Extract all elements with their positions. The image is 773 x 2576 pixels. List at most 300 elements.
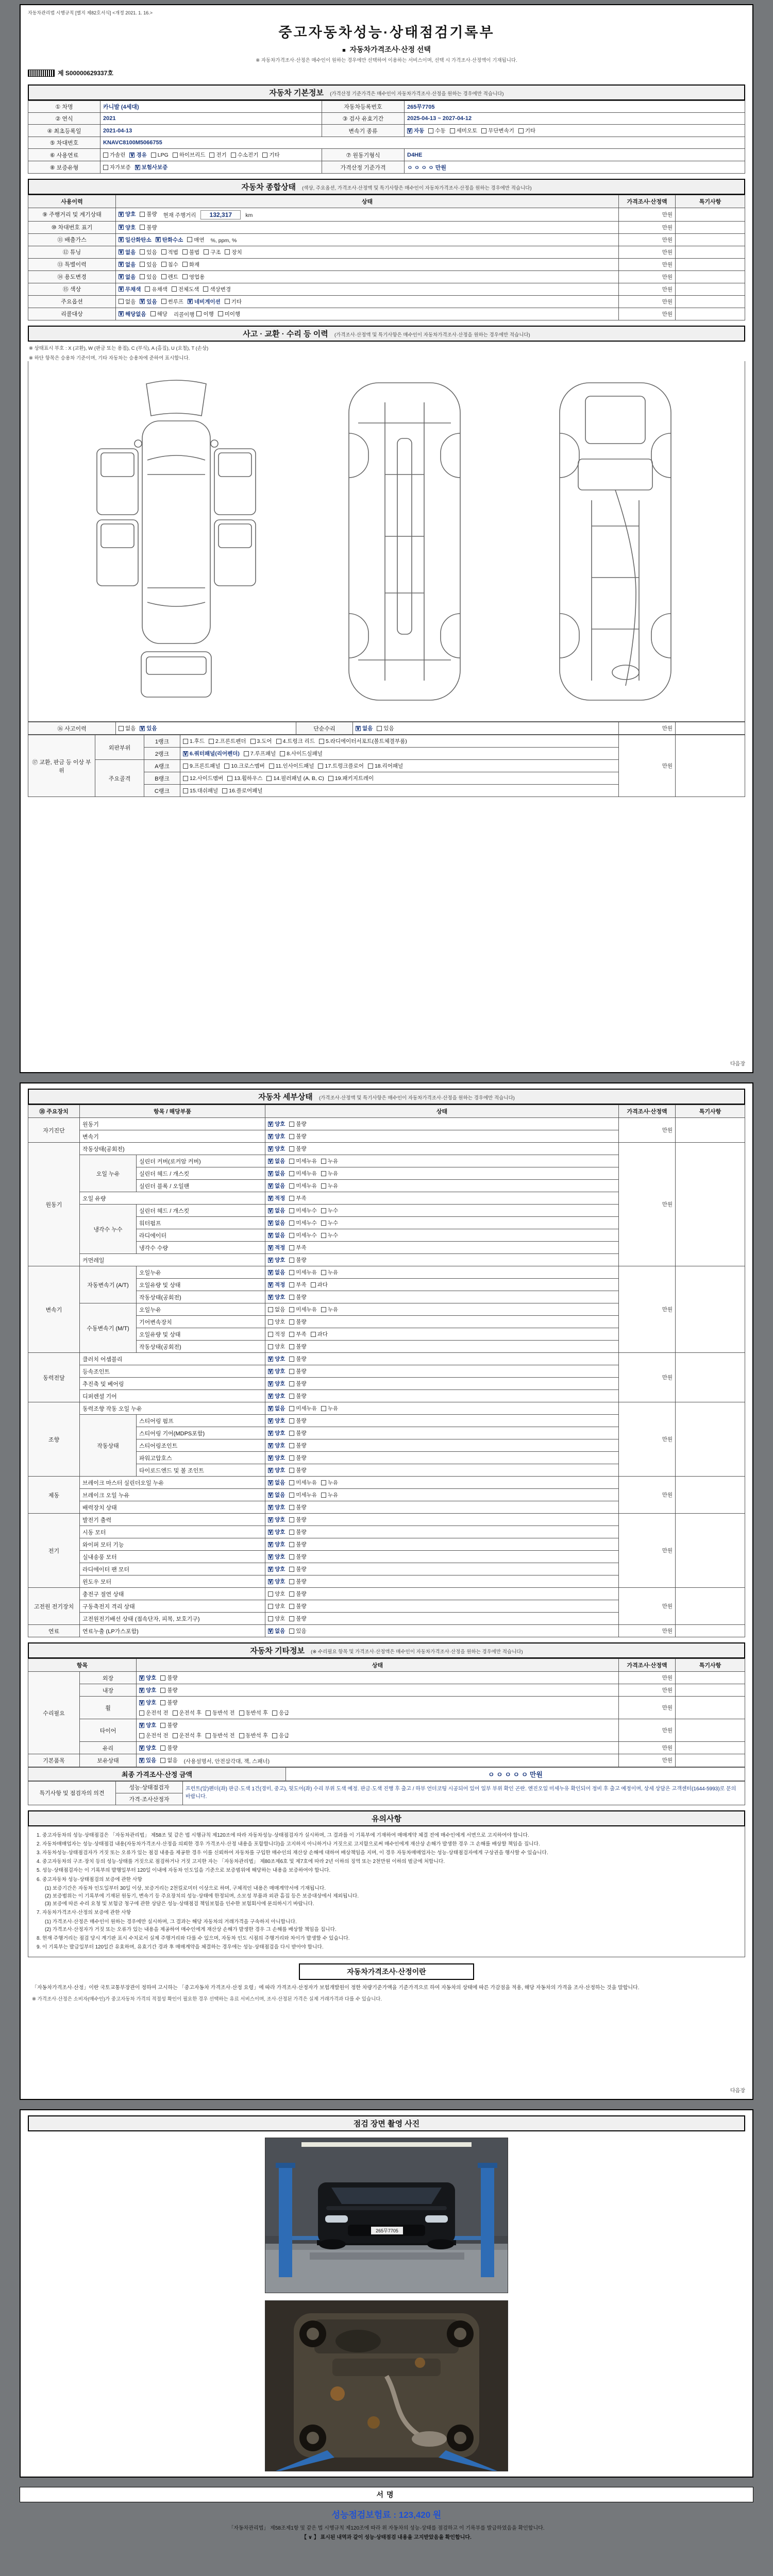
- checkbox-unchecked[interactable]: [140, 224, 157, 231]
- state-text: 리콜이행: [173, 312, 195, 318]
- checkbox-unchecked[interactable]: [311, 1281, 328, 1289]
- checkbox-unchecked[interactable]: [289, 1392, 306, 1400]
- panel-rank-row: [28, 735, 745, 748]
- checkbox-label: 불량: [296, 1529, 307, 1535]
- checkbox-unchecked[interactable]: [206, 1709, 235, 1717]
- state-cell: [265, 1563, 619, 1575]
- checkbox-unchecked[interactable]: [289, 1466, 306, 1474]
- checkbox-unchecked[interactable]: [289, 1231, 317, 1239]
- checkbox-unchecked[interactable]: [428, 127, 445, 134]
- checkbox-unchecked[interactable]: [225, 298, 242, 306]
- checkbox-checked[interactable]: [268, 1429, 285, 1437]
- reg-number-label: 자동차등록번호: [322, 101, 405, 113]
- checkbox-label: 미세누유: [296, 1480, 317, 1486]
- checkbox-checked[interactable]: [268, 1627, 285, 1635]
- item-label: 원동기: [80, 1118, 265, 1130]
- checkbox-box: [269, 764, 274, 769]
- checkbox-unchecked[interactable]: [160, 1686, 177, 1694]
- checkbox-unchecked[interactable]: [225, 248, 242, 256]
- checkbox-unchecked[interactable]: [160, 1699, 177, 1706]
- checkbox-unchecked[interactable]: [289, 1404, 317, 1412]
- checkbox-unchecked[interactable]: [289, 1602, 306, 1610]
- checkbox-checked[interactable]: [119, 285, 141, 293]
- checkbox-unchecked[interactable]: [160, 1674, 177, 1682]
- item-label: 외장: [80, 1672, 137, 1684]
- checkbox-checked[interactable]: [268, 1367, 285, 1375]
- checkbox-label: 양호: [275, 1418, 285, 1424]
- checkbox-unchecked[interactable]: [481, 127, 514, 134]
- checkbox-unchecked[interactable]: [182, 248, 199, 256]
- checkbox-unchecked[interactable]: [140, 261, 157, 268]
- item-label: 실린더 헤드 / 개스킷: [137, 1167, 265, 1180]
- checkbox-checked[interactable]: [407, 127, 424, 134]
- checkbox-unchecked[interactable]: [319, 737, 407, 745]
- checkbox-unchecked[interactable]: [321, 1479, 338, 1486]
- checkbox-label: 양호: [146, 1745, 157, 1751]
- checkbox-unchecked[interactable]: [321, 1207, 338, 1214]
- checkbox-unchecked[interactable]: [150, 310, 167, 318]
- checkbox-unchecked[interactable]: [161, 273, 178, 281]
- item-label: 연료누출 (LP가스포함): [80, 1625, 265, 1637]
- checkbox-box: [172, 286, 177, 292]
- checkbox-box: [182, 249, 188, 255]
- checkbox-unchecked[interactable]: [289, 1219, 317, 1227]
- checkbox-unchecked[interactable]: [161, 248, 178, 256]
- checkbox-label: 없음: [275, 1158, 285, 1164]
- checkbox-unchecked[interactable]: [280, 750, 323, 757]
- checkbox-unchecked[interactable]: [321, 1157, 338, 1165]
- checkbox-unchecked[interactable]: [289, 1367, 306, 1375]
- checkbox-checked[interactable]: [268, 1170, 285, 1177]
- checkbox-unchecked[interactable]: [368, 762, 403, 770]
- checkbox-unchecked[interactable]: [268, 1615, 285, 1622]
- checkbox-unchecked[interactable]: [204, 248, 221, 256]
- checkbox-unchecked[interactable]: [321, 1404, 338, 1412]
- checkbox-checked[interactable]: [268, 1454, 285, 1462]
- checkbox-unchecked[interactable]: [172, 285, 199, 293]
- table-header-row: [28, 1659, 745, 1672]
- checkbox-box: [289, 1183, 294, 1189]
- checkbox-checked[interactable]: [268, 1503, 285, 1511]
- checkbox-unchecked[interactable]: [119, 724, 136, 732]
- checkbox-unchecked[interactable]: [203, 285, 231, 293]
- checkbox-unchecked[interactable]: [289, 1516, 306, 1523]
- checkbox-unchecked[interactable]: [103, 151, 125, 159]
- checkbox-unchecked[interactable]: [139, 1732, 169, 1739]
- checkbox-checked[interactable]: [268, 1392, 285, 1400]
- checkbox-checked[interactable]: [268, 1565, 285, 1573]
- checkbox-unchecked[interactable]: [160, 1744, 177, 1752]
- notice-subitem: (2) 보증범위는 이 기록부에 기재된 원동기, 변속기 등 주요장치의 성능·상태에 한정되며, 소모성 부품과 외관 흠집 등은 보증대상에서 제외됩니다.: [45, 1893, 359, 1899]
- checkbox-checked[interactable]: [268, 1268, 285, 1276]
- checkbox-label: 양호: [275, 1257, 285, 1263]
- checkbox-unchecked[interactable]: [222, 787, 262, 794]
- checkbox-unchecked[interactable]: [268, 1306, 285, 1313]
- checkbox-box: [321, 1493, 326, 1498]
- section-etc-title: 자동차 기타정보: [250, 1647, 305, 1655]
- checkbox-unchecked[interactable]: [289, 1540, 306, 1548]
- checkbox-unchecked[interactable]: [140, 273, 157, 281]
- checkbox-checked[interactable]: [139, 1674, 156, 1682]
- checkbox-unchecked[interactable]: [311, 1330, 328, 1338]
- checkbox-box: [173, 1733, 178, 1738]
- price-cell: 만원: [619, 1477, 676, 1514]
- checkbox-unchecked[interactable]: [268, 1343, 285, 1350]
- checkbox-checked[interactable]: [268, 1293, 285, 1301]
- final-price-row: [28, 1767, 745, 1781]
- checkbox-unchecked[interactable]: [321, 1170, 338, 1177]
- checkbox-unchecked[interactable]: [206, 1732, 235, 1739]
- etc-row: [28, 1684, 745, 1697]
- checkbox-checked[interactable]: [268, 1145, 285, 1153]
- checkbox-label: 불량: [296, 1566, 307, 1572]
- checkbox-checked[interactable]: [268, 1281, 285, 1289]
- checkbox-unchecked[interactable]: [289, 1318, 306, 1326]
- checkbox-box: [140, 212, 145, 217]
- checkbox-unchecked[interactable]: [289, 1281, 306, 1289]
- price-select-title[interactable]: 자동차가격조사·산정 선택: [349, 45, 431, 54]
- checkbox-checked[interactable]: [119, 273, 136, 281]
- checkbox-checked[interactable]: [119, 310, 146, 318]
- checkbox-unchecked[interactable]: [272, 1732, 289, 1739]
- checkbox-label: 있음: [383, 725, 394, 732]
- checkbox-unchecked[interactable]: [272, 1709, 289, 1717]
- notice-item: 1. 중고자동차의 성능·상태점검은 「자동차관리법」 제58조 및 같은 법 시행규칙 제120조에 따라 자동차성능·상태점검자가 실시하며, 그 결과를 이 기록부에 기재하여 매매계약 체결 전에 매수인에게 서면으로 고지하여야 합니다.: [37, 1832, 529, 1838]
- device-label: 자기진단: [28, 1118, 80, 1143]
- next-page-note[interactable]: 다음장: [730, 2088, 745, 2094]
- checkbox-checked[interactable]: [268, 1466, 285, 1474]
- checkbox-box: [139, 1675, 144, 1681]
- checkbox-label: 불량: [296, 1467, 307, 1473]
- page-3: [20, 2109, 753, 2478]
- engine-type-value: D4HE: [405, 149, 745, 161]
- checkbox-unchecked[interactable]: [289, 1565, 306, 1573]
- checkbox-box: [289, 1208, 294, 1213]
- state-cell: [116, 308, 619, 320]
- checkbox-unchecked[interactable]: [268, 1590, 285, 1598]
- item-label: 고전원전기배선 상태 (접속단자, 피복, 보호기구): [80, 1613, 265, 1625]
- checkbox-checked[interactable]: [268, 1516, 285, 1523]
- checkbox-unchecked[interactable]: [145, 285, 167, 293]
- checkbox-checked[interactable]: [268, 1194, 285, 1202]
- checkbox-label: 응급: [279, 1733, 290, 1739]
- checkbox-label: 이행: [203, 311, 214, 317]
- next-page-note[interactable]: 다음장: [730, 1061, 745, 1067]
- checkbox-unchecked[interactable]: [321, 1268, 338, 1276]
- checkbox-unchecked[interactable]: [450, 127, 478, 134]
- checkbox-label: 1.후드: [190, 738, 205, 744]
- checkbox-unchecked[interactable]: [321, 1491, 338, 1499]
- checkbox-unchecked[interactable]: [182, 273, 205, 281]
- checkbox-checked[interactable]: [268, 1479, 285, 1486]
- checkbox-box: [103, 165, 108, 170]
- checkbox-unchecked[interactable]: [276, 737, 315, 745]
- checkbox-unchecked[interactable]: [289, 1615, 306, 1622]
- price-cell: 만원: [619, 308, 676, 320]
- checkbox-unchecked[interactable]: [289, 1256, 306, 1264]
- price-cell: 만원: [619, 735, 676, 797]
- checkbox-unchecked[interactable]: [183, 774, 223, 782]
- checkbox-unchecked[interactable]: [289, 1194, 306, 1202]
- checkbox-checked[interactable]: [119, 224, 136, 231]
- checkbox-unchecked[interactable]: [318, 762, 363, 770]
- checkbox-unchecked[interactable]: [289, 1442, 306, 1449]
- checkbox-unchecked[interactable]: [139, 1709, 169, 1717]
- checkbox-unchecked[interactable]: [266, 774, 324, 782]
- state-cell: [265, 1143, 619, 1155]
- checkbox-unchecked[interactable]: [268, 1318, 285, 1326]
- checkbox-unchecked[interactable]: [209, 737, 246, 745]
- checkbox-checked[interactable]: [188, 298, 221, 306]
- checkbox-checked[interactable]: [268, 1120, 285, 1128]
- checkbox-unchecked[interactable]: [239, 1709, 268, 1717]
- state-cell: [265, 1452, 619, 1464]
- notice-item: 7. 자동차가격조사·산정의 보증에 관한 사항: [37, 1910, 131, 1916]
- checkbox-checked[interactable]: [119, 236, 152, 244]
- checkbox-checked[interactable]: [135, 163, 168, 171]
- note-cell: [676, 1625, 745, 1637]
- checkbox-label: 수소전기: [237, 152, 259, 158]
- checkbox-label: 불량: [296, 1554, 307, 1560]
- checkbox-unchecked[interactable]: [289, 1528, 306, 1536]
- checkbox-unchecked[interactable]: [268, 1330, 285, 1338]
- checkbox-label: 불량: [296, 1368, 307, 1375]
- price-cell: 만원: [619, 1588, 676, 1625]
- checkbox-label: 불량: [296, 1591, 307, 1597]
- checkbox-box: [289, 1270, 294, 1275]
- checkbox-unchecked[interactable]: [183, 787, 218, 794]
- etc-row: [28, 1697, 745, 1719]
- checkbox-checked[interactable]: [119, 248, 136, 256]
- checkbox-checked[interactable]: [356, 724, 373, 732]
- checkbox-checked[interactable]: [139, 1721, 156, 1729]
- checkbox-checked[interactable]: [139, 1756, 156, 1764]
- checkbox-unchecked[interactable]: [328, 774, 374, 782]
- checkbox-unchecked[interactable]: [321, 1231, 338, 1239]
- checkbox-unchecked[interactable]: [196, 310, 213, 318]
- checkbox-unchecked[interactable]: [289, 1627, 306, 1635]
- checkbox-unchecked[interactable]: [289, 1306, 317, 1313]
- checkbox-box: [272, 1710, 277, 1716]
- checkbox-unchecked[interactable]: [289, 1207, 317, 1214]
- checkbox-box: [321, 1480, 326, 1485]
- checkbox-unchecked[interactable]: [173, 151, 206, 159]
- checkbox-unchecked[interactable]: [289, 1132, 306, 1140]
- checkbox-unchecked[interactable]: [182, 261, 199, 268]
- checkbox-unchecked[interactable]: [183, 737, 205, 745]
- checkbox-box: [119, 237, 124, 242]
- checkbox-box: [196, 311, 201, 316]
- checkbox-checked[interactable]: [268, 1182, 285, 1190]
- detail-row: [28, 1402, 745, 1415]
- checkbox-unchecked[interactable]: [289, 1268, 317, 1276]
- checkbox-unchecked[interactable]: [269, 762, 314, 770]
- state-cell: [265, 1229, 619, 1242]
- checkbox-box: [139, 1723, 144, 1728]
- checkbox-box: [268, 1245, 273, 1250]
- checkbox-checked[interactable]: [268, 1207, 285, 1214]
- checkbox-unchecked[interactable]: [103, 163, 131, 171]
- checkbox-label: 미세누유: [296, 1158, 317, 1164]
- checkbox-box: [321, 1171, 326, 1176]
- checkbox-unchecked[interactable]: [231, 151, 259, 159]
- etc-row: [28, 1742, 745, 1754]
- checkbox-unchecked[interactable]: [187, 236, 204, 244]
- checkbox-unchecked[interactable]: [218, 310, 240, 318]
- checkbox-label: 동반석 전: [212, 1733, 235, 1739]
- checkbox-unchecked[interactable]: [224, 762, 264, 770]
- checkbox-unchecked[interactable]: [262, 151, 279, 159]
- state-cell: [265, 1353, 619, 1365]
- checkbox-label: 응급: [279, 1710, 290, 1716]
- checkbox-unchecked[interactable]: [289, 1244, 306, 1251]
- checkbox-unchecked[interactable]: [289, 1182, 317, 1190]
- checkbox-unchecked[interactable]: [268, 1602, 285, 1610]
- price-select-row: [28, 44, 745, 55]
- notice-item: 8. 현재 주행거리는 점검 당시 계기판 표시 수치로서 실제 주행거리와 다를 수 있으며, 자동차 인도 시점의 주행거리와 차이가 발생할 수 있습니다.: [37, 1935, 350, 1941]
- checkbox-unchecked[interactable]: [289, 1503, 306, 1511]
- checkbox-unchecked[interactable]: [321, 1182, 338, 1190]
- checkbox-unchecked[interactable]: [209, 151, 226, 159]
- checkbox-checked[interactable]: [268, 1132, 285, 1140]
- exchange-label: ⑰ 교환, 판금 등 이상 부위: [28, 735, 95, 797]
- checkbox-checked[interactable]: [268, 1380, 285, 1387]
- checkbox-unchecked[interactable]: [289, 1343, 306, 1350]
- appraiser-role-label: 가격·조사산정자: [116, 1793, 183, 1805]
- car-diagram-area: [28, 361, 745, 722]
- checkbox-unchecked[interactable]: [160, 1721, 177, 1729]
- notice-subitem: (2) 가격조사·산정자가 거짓 또는 오류가 있는 내용을 제공하여 매수인에게 재산상 손해가 발생한 경우 그 손해를 배상할 책임을 집니다.: [45, 1926, 337, 1933]
- checkbox-checked[interactable]: [268, 1256, 285, 1264]
- checkbox-checked[interactable]: [129, 151, 146, 159]
- checkbox-checked[interactable]: [119, 261, 136, 268]
- checkbox-unchecked[interactable]: [289, 1578, 306, 1585]
- checkbox-unchecked[interactable]: [140, 210, 157, 218]
- checkbox-unchecked[interactable]: [289, 1120, 306, 1128]
- checkbox-box: [321, 1159, 326, 1164]
- item-label: 배력장치 상태: [80, 1501, 265, 1514]
- checkbox-unchecked[interactable]: [244, 750, 276, 757]
- checkbox-unchecked[interactable]: [289, 1491, 317, 1499]
- checkbox-checked[interactable]: [268, 1540, 285, 1548]
- checkbox-box: [209, 152, 214, 158]
- checkbox-unchecked[interactable]: [377, 724, 394, 732]
- checkbox-unchecked[interactable]: [289, 1170, 317, 1177]
- checkbox-label: 없음: [275, 1171, 285, 1177]
- state-cell: [265, 1464, 619, 1477]
- state-cell: [116, 295, 619, 308]
- notices-body: [28, 1826, 745, 1958]
- checkbox-unchecked[interactable]: [289, 1590, 306, 1598]
- checkbox-unchecked[interactable]: [289, 1417, 306, 1425]
- checkbox-checked[interactable]: [268, 1491, 285, 1499]
- checkbox-box: [268, 1171, 273, 1176]
- checkbox-checked[interactable]: [119, 210, 136, 218]
- checkbox-unchecked[interactable]: [161, 261, 178, 268]
- note-cell: [676, 308, 745, 320]
- checkbox-unchecked[interactable]: [289, 1429, 306, 1437]
- checkbox-unchecked[interactable]: [289, 1479, 317, 1486]
- note-cell: [676, 1266, 745, 1353]
- checkbox-unchecked[interactable]: [321, 1306, 338, 1313]
- checkbox-checked[interactable]: [268, 1553, 285, 1561]
- checkbox-checked[interactable]: [268, 1417, 285, 1425]
- checkbox-unchecked[interactable]: [161, 298, 183, 306]
- checkbox-unchecked[interactable]: [227, 774, 262, 782]
- checkbox-checked[interactable]: [139, 1744, 156, 1752]
- checkbox-unchecked[interactable]: [289, 1454, 306, 1462]
- checkbox-unchecked[interactable]: [119, 298, 136, 306]
- detail-row: [28, 1118, 745, 1130]
- checkbox-unchecked[interactable]: [289, 1330, 306, 1338]
- checkbox-unchecked[interactable]: [173, 1709, 202, 1717]
- checkbox-unchecked[interactable]: [239, 1732, 268, 1739]
- item-label: 와이퍼 모터 기능: [80, 1538, 265, 1551]
- checkbox-checked[interactable]: [139, 1699, 156, 1706]
- item-label: 클러치 어셈블리: [80, 1353, 265, 1365]
- checkbox-checked[interactable]: [268, 1442, 285, 1449]
- checkbox-label: 미세누수: [296, 1220, 317, 1226]
- item-label: 오일누유: [137, 1303, 265, 1316]
- checkbox-box: [450, 128, 455, 133]
- checkbox-unchecked[interactable]: [183, 762, 220, 770]
- checkbox-box: [203, 286, 208, 292]
- checkbox-unchecked[interactable]: [289, 1380, 306, 1387]
- table-row: [28, 101, 745, 113]
- checkbox-label: 있음: [146, 1757, 157, 1764]
- checkbox-unchecked[interactable]: [289, 1293, 306, 1301]
- checkbox-unchecked[interactable]: [160, 1756, 177, 1764]
- checkbox-unchecked[interactable]: [289, 1145, 306, 1153]
- checkbox-checked[interactable]: [156, 236, 183, 244]
- checkbox-checked[interactable]: [139, 1686, 156, 1694]
- checkbox-unchecked[interactable]: [518, 127, 535, 134]
- car-diagram-underbody-rear-icon: [530, 371, 700, 711]
- checkbox-label: 없음: [275, 1269, 285, 1276]
- checkbox-checked[interactable]: [268, 1355, 285, 1363]
- checkbox-unchecked[interactable]: [173, 1732, 202, 1739]
- checkbox-unchecked[interactable]: [321, 1219, 338, 1227]
- checkbox-unchecked[interactable]: [151, 152, 169, 158]
- price-cell: 만원: [619, 1514, 676, 1588]
- checkbox-checked[interactable]: [183, 750, 240, 757]
- checkbox-checked[interactable]: [268, 1219, 285, 1227]
- checkbox-unchecked[interactable]: [289, 1355, 306, 1363]
- checkbox-checked[interactable]: [140, 298, 157, 306]
- checkbox-checked[interactable]: [268, 1578, 285, 1585]
- checkbox-checked[interactable]: [268, 1231, 285, 1239]
- checkbox-label: 하이브리드: [179, 152, 206, 158]
- checkbox-label: 양호: [275, 1368, 285, 1375]
- checkbox-box: [356, 726, 361, 731]
- checkbox-label: 적정: [275, 1282, 285, 1288]
- simple-repair-label: 단순수리: [296, 722, 353, 735]
- checkbox-box: [156, 237, 161, 242]
- checkbox-box: [268, 1455, 273, 1461]
- checkbox-label: 4.트렁크 리드: [282, 738, 315, 744]
- checkbox-checked[interactable]: [268, 1528, 285, 1536]
- checkbox-checked[interactable]: [268, 1244, 285, 1251]
- checkbox-box: [231, 152, 236, 158]
- checkbox-unchecked[interactable]: [289, 1553, 306, 1561]
- checkbox-label: 과다: [317, 1282, 328, 1288]
- checkbox-unchecked[interactable]: [250, 737, 272, 745]
- checkbox-unchecked[interactable]: [140, 248, 157, 256]
- checkbox-checked[interactable]: [268, 1157, 285, 1165]
- checkbox-checked[interactable]: [140, 724, 157, 732]
- checkbox-checked[interactable]: [268, 1404, 285, 1412]
- checkbox-unchecked[interactable]: [289, 1157, 317, 1165]
